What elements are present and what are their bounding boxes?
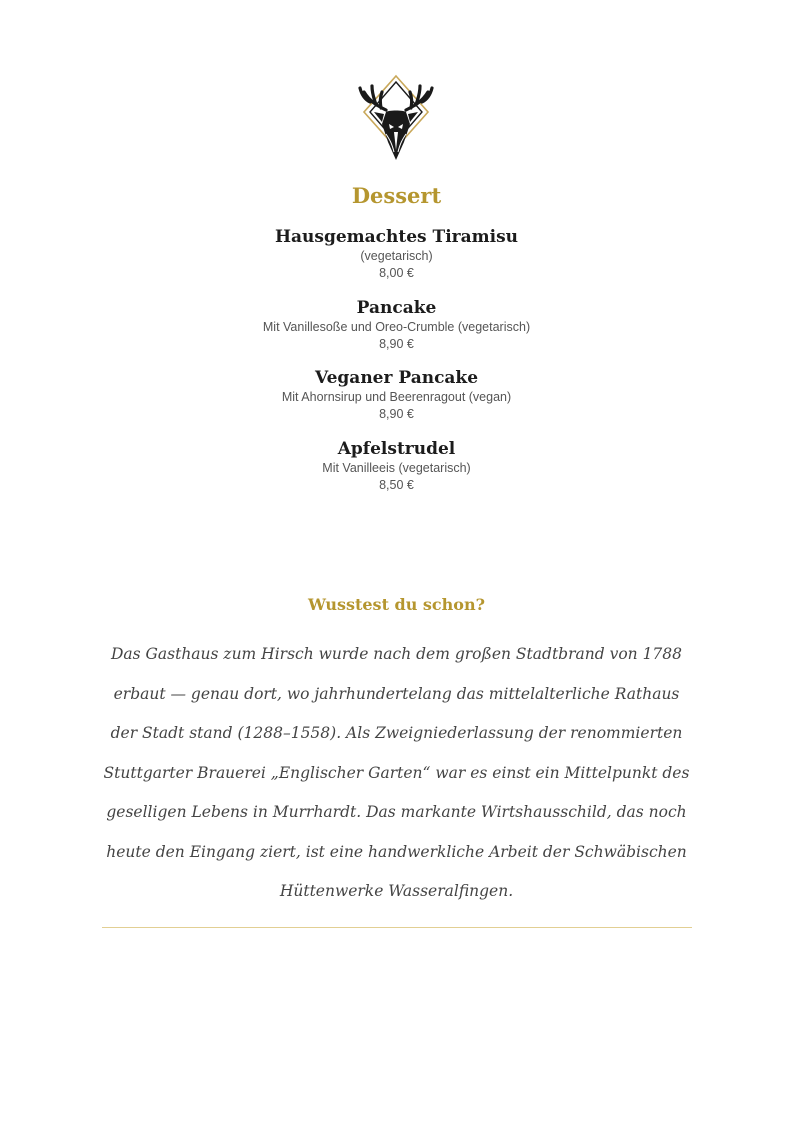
divider (102, 927, 692, 928)
section-title: Dessert (351, 183, 442, 208)
item-description: Mit Vanilleeis (vegetarisch) (322, 460, 471, 475)
item-name: Pancake (356, 297, 437, 318)
menu-item (0, 226, 793, 297)
item-description: Mit Ahornsirup und Beerenragout (vegan) (281, 390, 512, 404)
item-price: 8,90 € (379, 407, 414, 421)
item-name: Hausgemachtes Tiramisu (274, 227, 519, 247)
did-you-know-title: Wusstest du schon? (308, 595, 485, 614)
item-name: Apfelstrudel (337, 438, 456, 459)
menu-item (0, 438, 793, 509)
item-name: Veganer Pancake (314, 368, 479, 388)
item-description: Mit Vanillesoße und Oreo-Crumble (vegetarisch) (262, 319, 531, 334)
menu-item (0, 367, 793, 438)
item-price: 8,90 € (379, 336, 414, 351)
item-price: 8,50 € (379, 477, 414, 492)
menu-items (0, 226, 793, 508)
did-you-know-text: Das Gasthaus zum Hirsch wurde nach dem großen Stadtbrand von 1788 erbaut — genau dort, wo jahrhundertelang das mittelalterliche Rathaus der Stadt stand (1288–1558). Als Zweigniederlassung der renommierten Stuttgarter Brauerei „Englischer Garten“ war es einst ein Mittelpunkt des geselligen Lebens in Murrhardt. Das markante Wirtshausschild, das noch heute den Eingang ziert, ist eine handwerkliche Arbeit der Schwäbischen Hüttenwerke Wasseralfingen. (103, 645, 690, 900)
menu-item (0, 297, 793, 368)
stag-head-icon (356, 72, 436, 168)
item-description: (vegetarisch) (360, 249, 433, 263)
item-price: 8,00 € (379, 266, 414, 280)
